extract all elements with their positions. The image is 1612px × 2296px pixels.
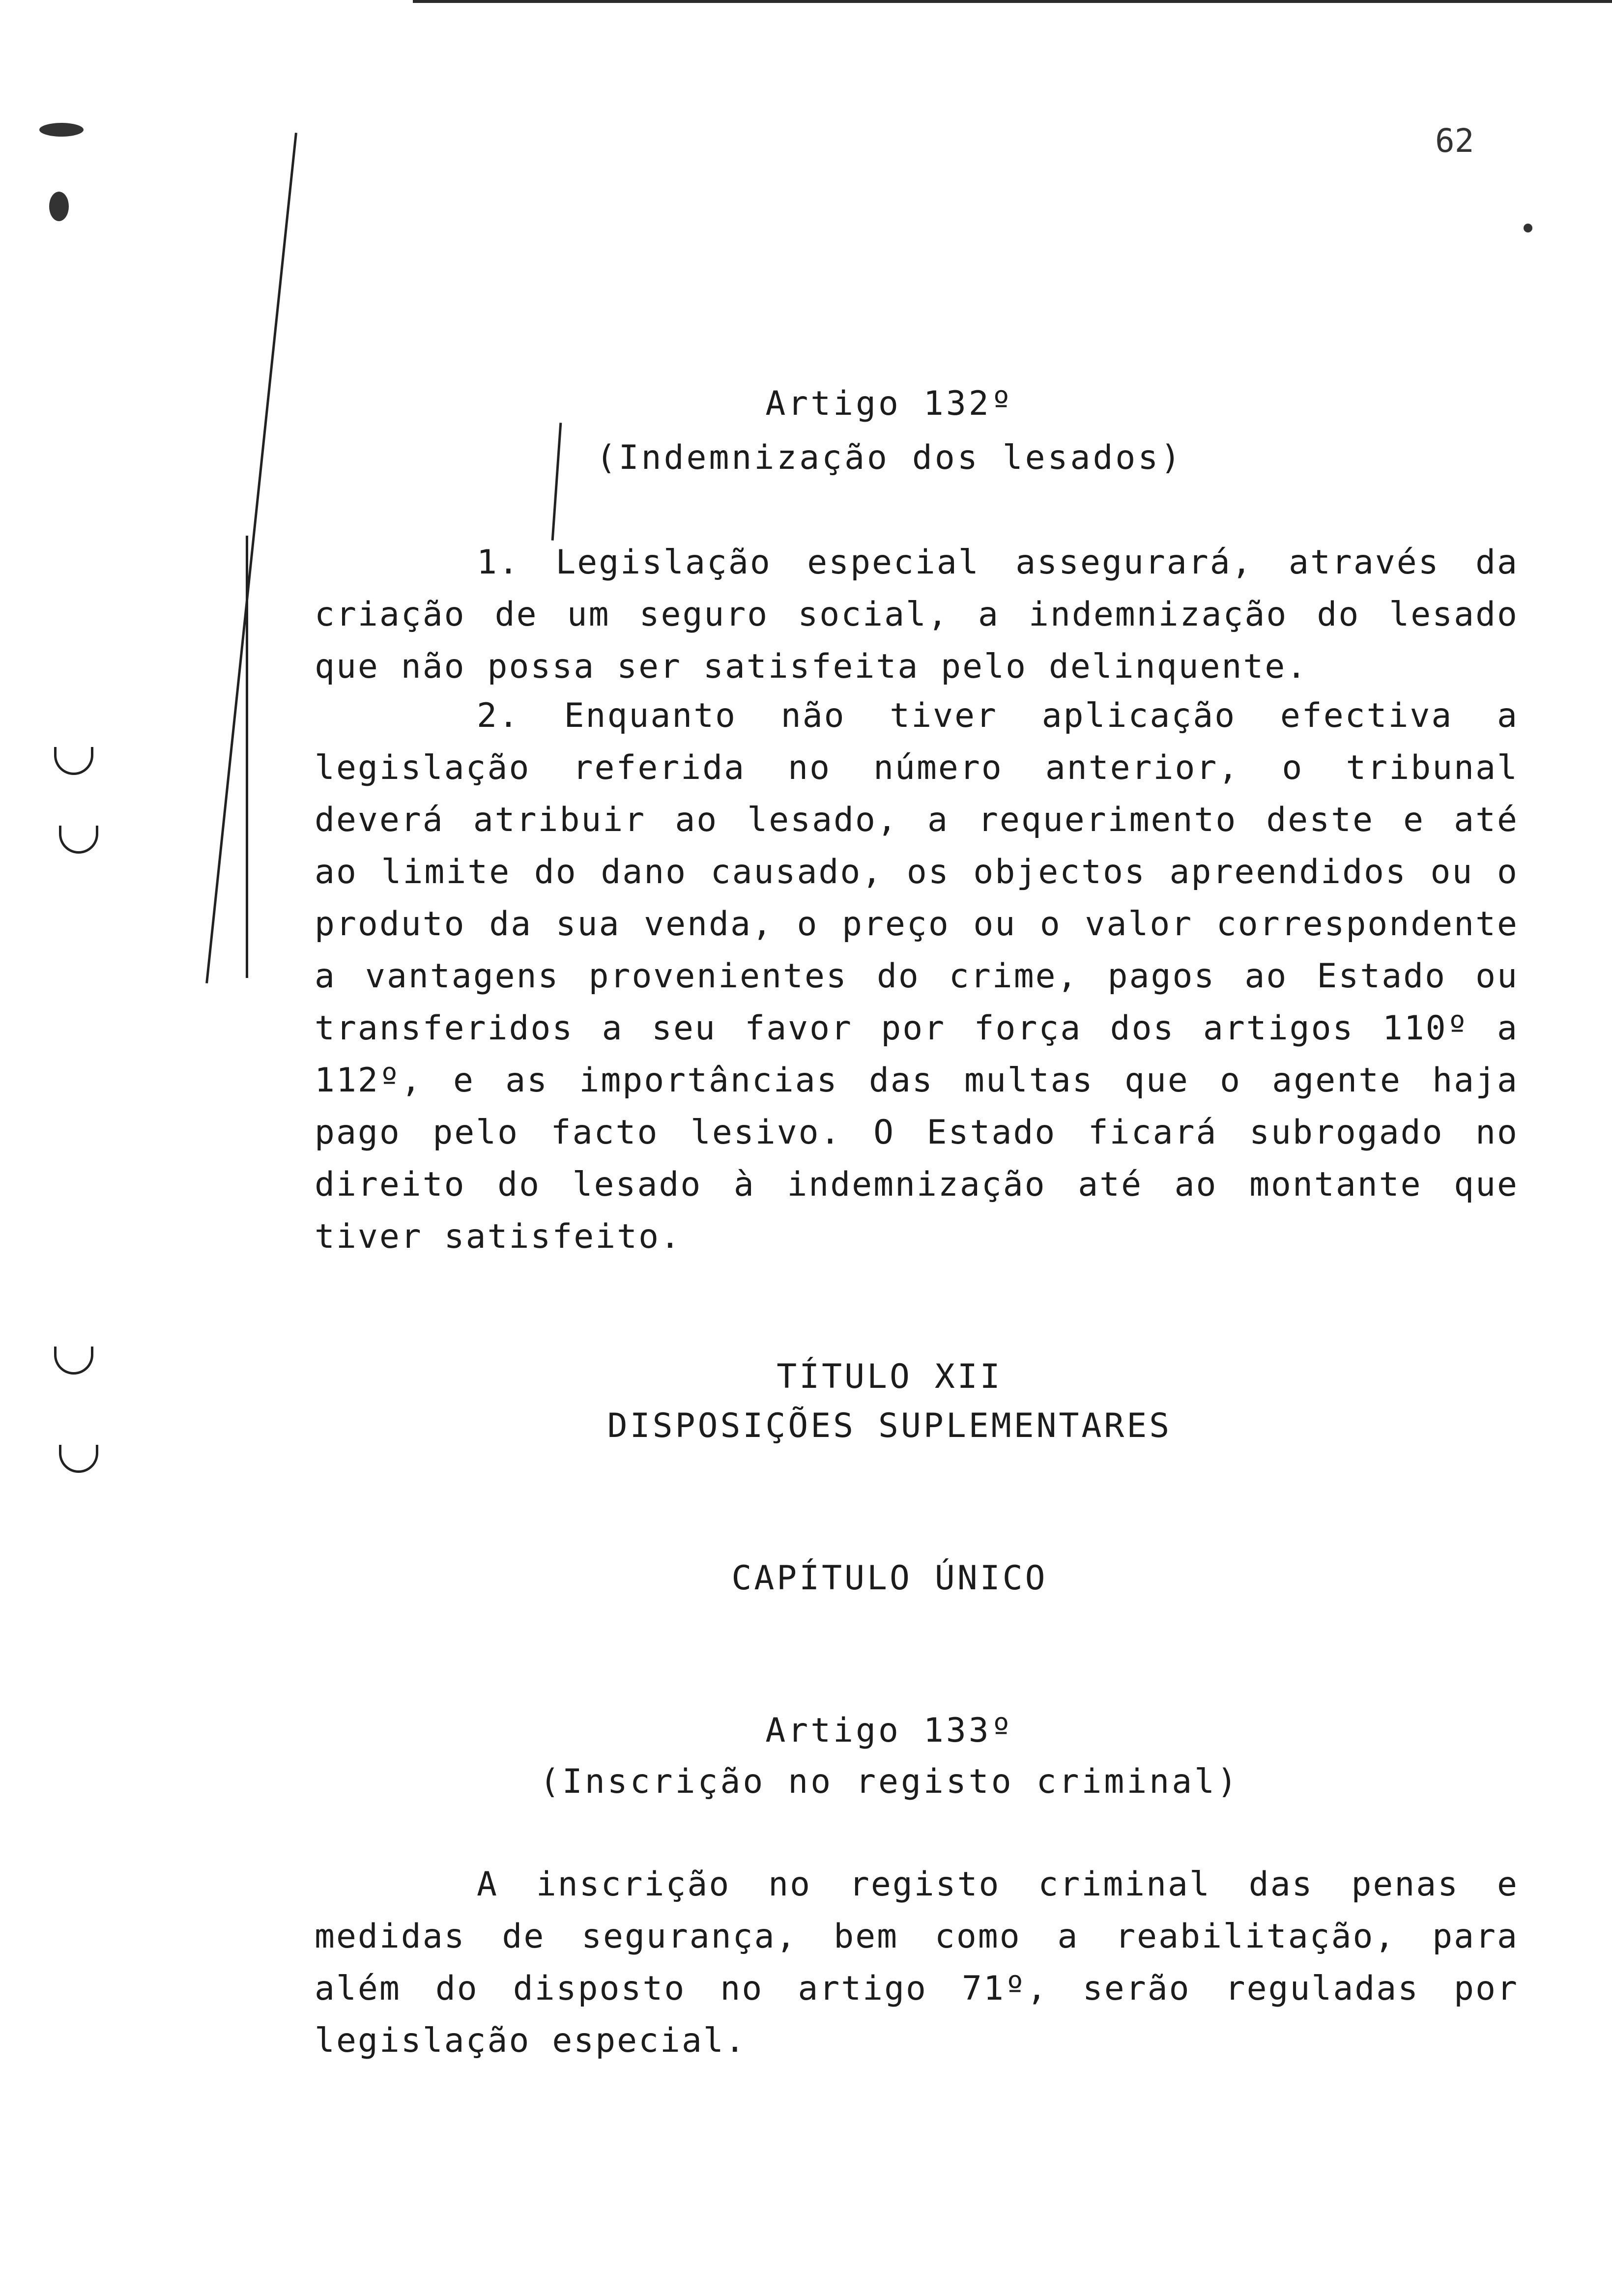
scan-bracket (59, 1445, 98, 1473)
article-133-subtitle: (Inscrição no registo criminal) (539, 1762, 1240, 1801)
title-xii-title: TÍTULO XII (777, 1357, 1003, 1396)
scan-blot (49, 192, 69, 221)
article-132-title: Artigo 132º (765, 384, 1014, 423)
top-rule (413, 0, 1612, 3)
scan-blot (1524, 224, 1532, 232)
title-xii-subtitle: DISPOSIÇÕES SUPLEMENTARES (607, 1406, 1172, 1445)
article-132-paragraph-1-text: 1. Legislação especial assegurará, através da criação de um seguro social, a indemnização do lesado que não possa ser satisfeita pelo delinquente. (315, 543, 1519, 686)
article-132-subtitle: (Indemnização dos lesados) (596, 438, 1183, 477)
article-133-title: Artigo 133º (765, 1711, 1014, 1750)
scan-bracket (54, 1347, 93, 1375)
margin-line (246, 536, 248, 978)
page-number: 62 (1435, 122, 1474, 160)
article-133-paragraph (315, 1859, 1519, 2067)
scan-blot (39, 123, 84, 137)
article-132-paragraph-2-text: 2. Enquanto não tiver aplicação efectiva a legislação referida no número anterior, o tribunal deverá atribuir ao lesado, a requerimento deste e até ao limite do dano causado, os objectos apreendidos ou o produto da sua venda, o preço ou o valor correspondente a vantagens provenientes do crime, pagos ao Estado ou transferidos a seu favor por força dos artigos 110º a 112º, e as importâncias das multas que o agente haja pago pelo facto lesivo. O Estado ficará subrogado no direito do lesado à indemnização até ao montante que tiver satisfeito. (315, 696, 1519, 1256)
chapter-title: CAPÍTULO ÚNICO (731, 1559, 1048, 1598)
scan-bracket (54, 747, 93, 775)
margin-line (205, 133, 297, 983)
article-132-paragraph-1 (315, 537, 1519, 693)
scan-bracket (59, 826, 98, 854)
article-132-paragraph-2 (315, 690, 1519, 1263)
article-133-paragraph-text: A inscrição no registo criminal das penas e medidas de segurança, bem como a reabilitação, para além do disposto no artigo 71º, serão reguladas por legislação especial. (315, 1865, 1519, 2060)
